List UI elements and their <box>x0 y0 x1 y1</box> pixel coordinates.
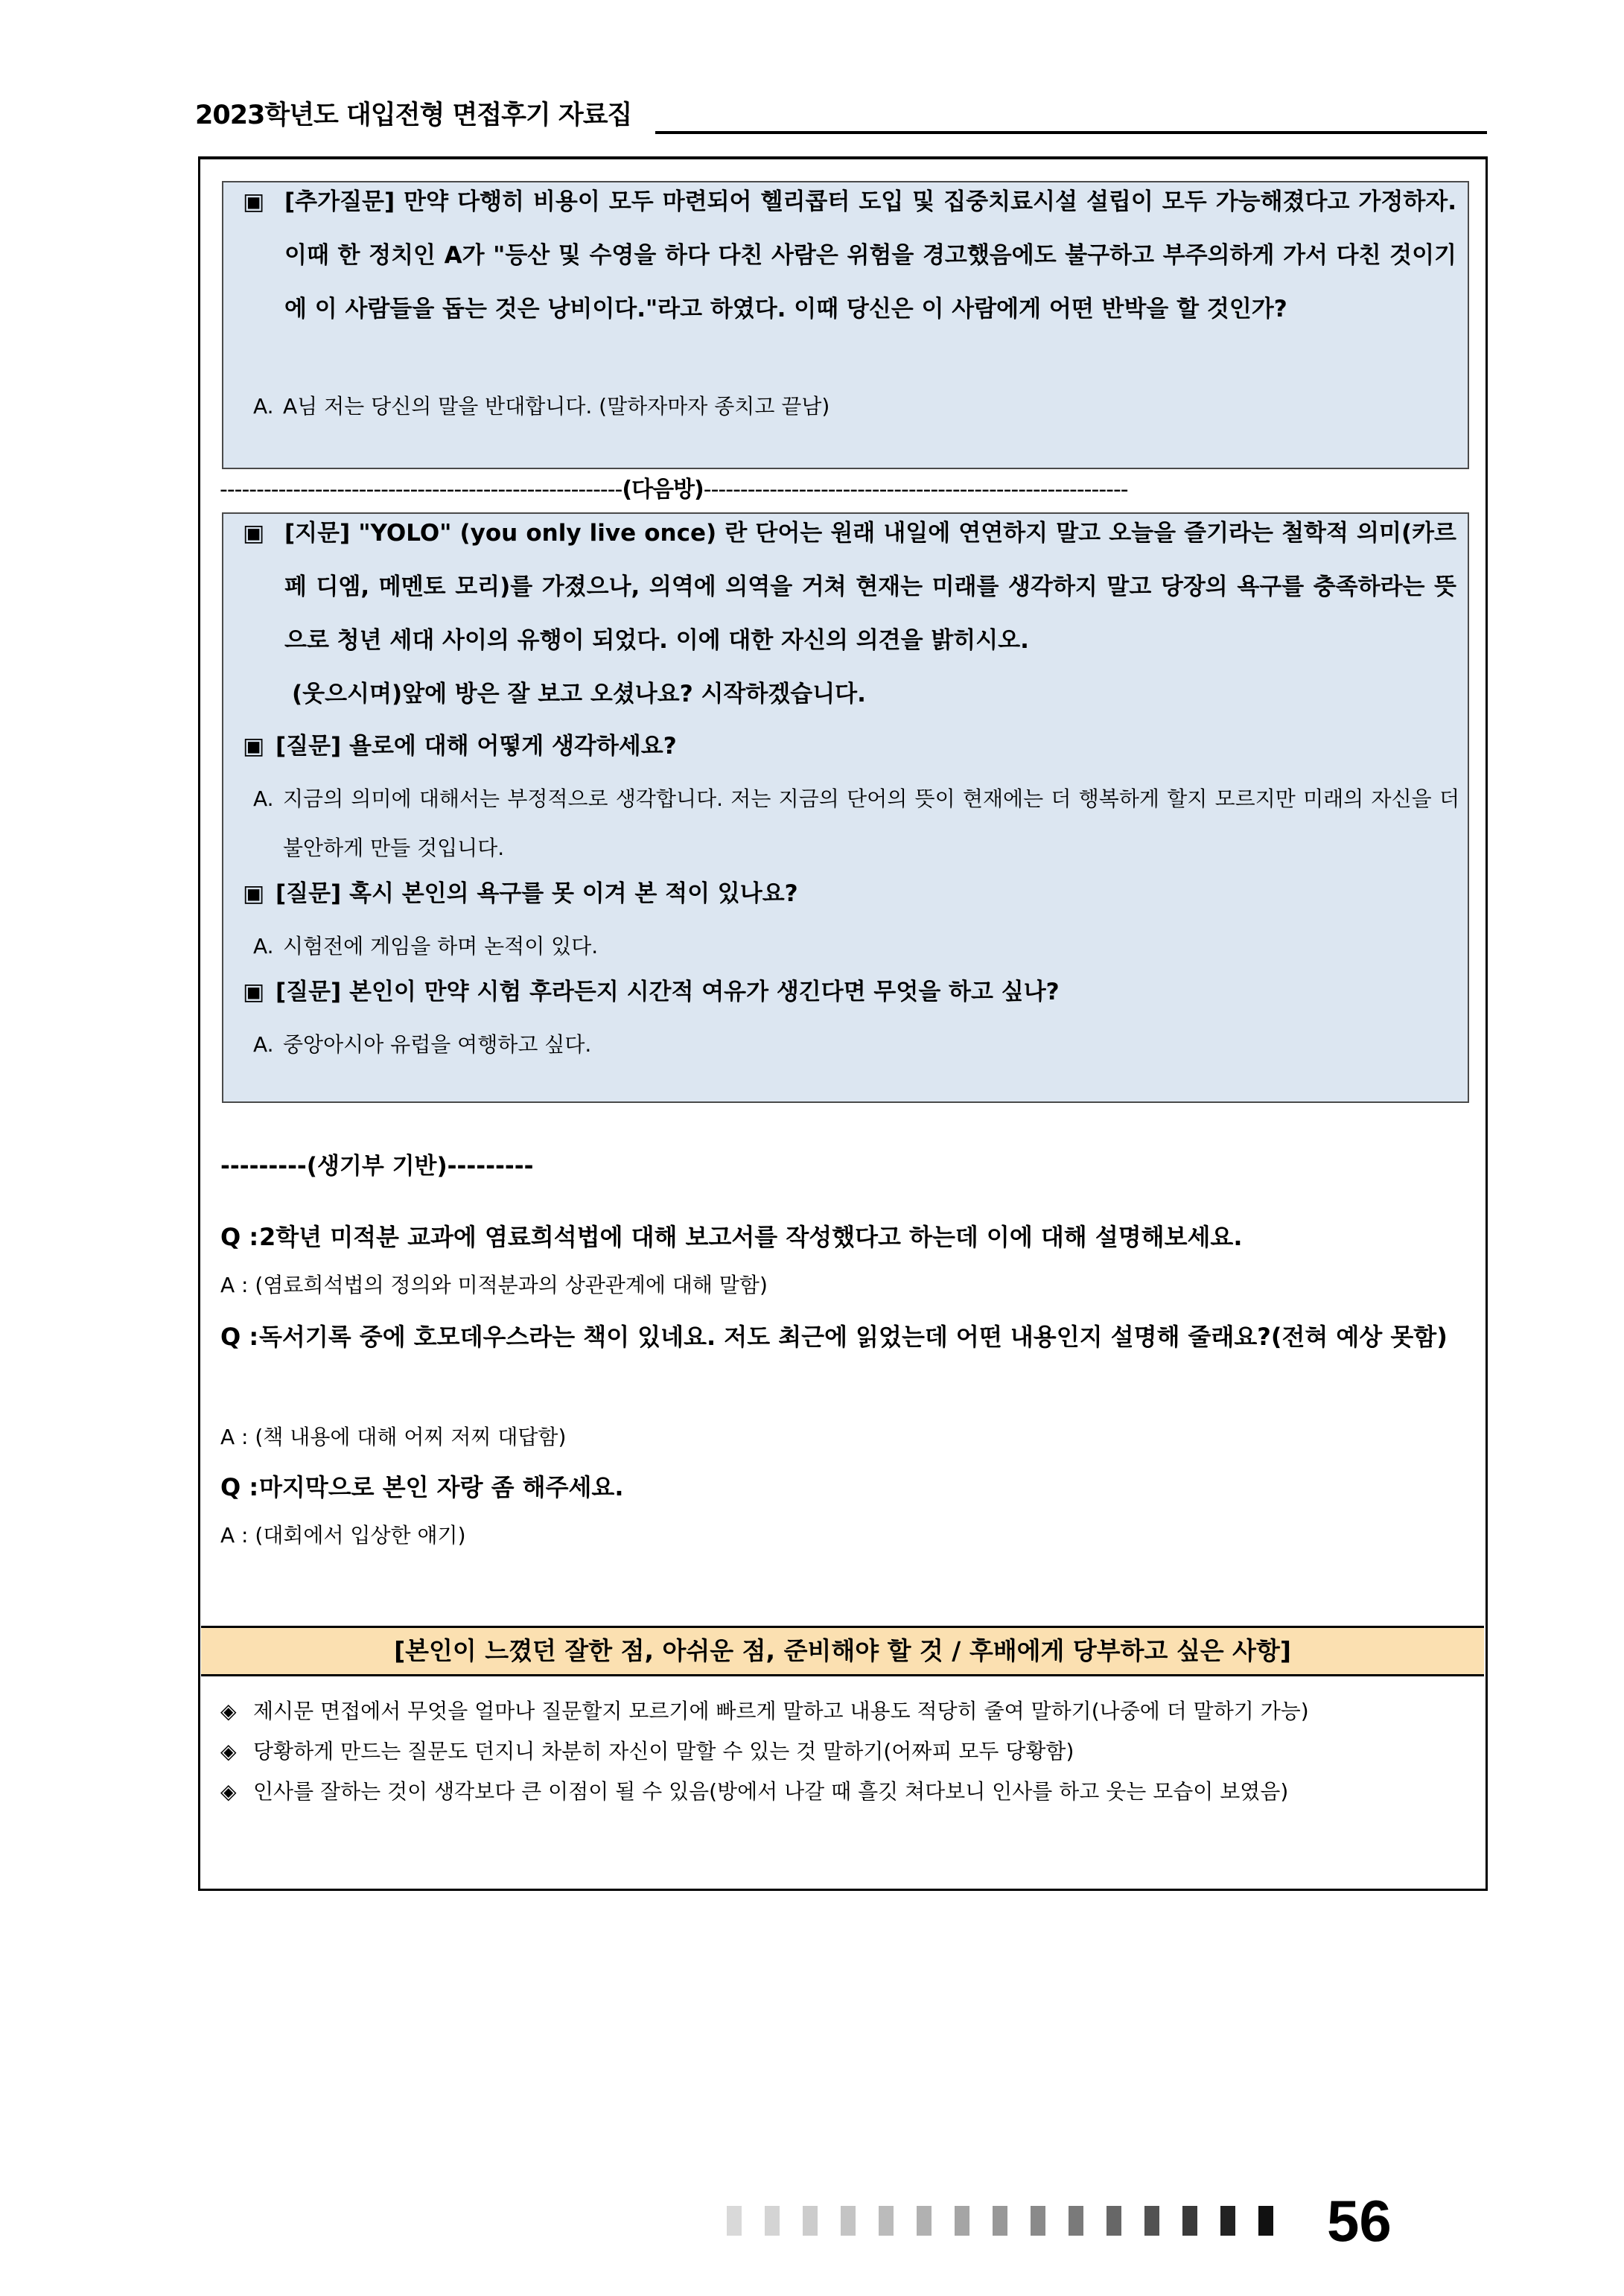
answer-label: A : <box>220 1425 249 1449</box>
passage-intro <box>243 506 1456 667</box>
question-text: [질문] 본인이 만약 시험 후라든지 시간적 여유가 생긴다면 무엇을 하고 싶나? <box>276 979 1060 1005</box>
page-marker-bar <box>955 2206 969 2236</box>
page-marker-bar <box>993 2206 1007 2236</box>
answer-label: A. <box>253 934 274 958</box>
page-marker-bar <box>841 2206 856 2236</box>
answer-text: 시험전에 게임을 하며 논적이 있다. <box>283 934 599 958</box>
record-section-title: ---------(생기부 기반)--------- <box>220 1153 534 1180</box>
answer-label: A. <box>253 394 274 419</box>
answer-text: 지금의 의미에 대해서는 부정적으로 생각합니다. 저는 지금의 단어의 뜻이 현재에는 더 행복하게 할지 모르지만 미래의 자신을 더 불안하게 만들 것입니다. <box>283 786 1459 860</box>
page-marker-bar <box>1144 2206 1159 2236</box>
separator-label: (다음방) <box>622 477 704 503</box>
page-marker-bar <box>1258 2206 1273 2236</box>
record-question <box>220 1311 1471 1363</box>
separator-dashes-left: ------------------------------------------------------- <box>220 477 622 503</box>
page-marker-bar <box>765 2206 780 2236</box>
question-text: [질문] 욜로에 대해 어떻게 생각하세요? <box>276 733 677 760</box>
record-question <box>220 1211 1471 1263</box>
additional-question <box>243 175 1456 336</box>
answer-label: A : <box>220 1273 249 1297</box>
record-question-text: 2학년 미적분 교과에 염료희석법에 대해 보고서를 작성했다고 하는데 이에 대해 설명해보세요. <box>259 1223 1243 1251</box>
record-answer <box>220 1513 1471 1558</box>
page-number: 56 <box>1327 2188 1392 2254</box>
additional-answer-text: A님 저는 당신의 말을 반대합니다. (말하자마자 종치고 끝남) <box>283 394 830 419</box>
record-answer-text: (책 내용에 대해 어찌 저찌 대답함) <box>255 1425 567 1449</box>
passage-text: [지문] "YOLO" (you only live once) 란 단어는 원래 내일에 연연하지 말고 오늘을 즐기라는 철학적 의미(카르페 디엠, 메멘토 모리)를 가졌으나, 의역에 의역을 거쳐 현재는 미래를 생각하지 말고 당장의 욕구를 충족하라는 뜻으로 청년 세대 사이의 유행이 되었다. 이에 대한 자신의 의견을 밝히시오. <box>284 520 1456 654</box>
record-answer <box>220 1415 1471 1460</box>
question-label: Q : <box>220 1223 259 1251</box>
reflection-item <box>220 1692 1479 1731</box>
record-answer-text: (대회에서 입상한 얘기) <box>255 1523 466 1548</box>
document-header-title: 2023학년도 대입전형 면접후기 자료집 <box>195 101 632 130</box>
passage-followup-answer <box>253 775 1459 873</box>
record-answer-text: (염료희석법의 정의와 미적분과의 상관관계에 대해 말함) <box>255 1273 768 1297</box>
page-marker-bar <box>1106 2206 1121 2236</box>
question-label: Q : <box>220 1323 259 1351</box>
passage-followup-question <box>243 965 1456 1019</box>
record-question-text: 마지막으로 본인 자랑 좀 해주세요. <box>259 1473 624 1501</box>
question-mark-icon: ▣ <box>243 880 265 907</box>
page-marker-bar <box>803 2206 818 2236</box>
answer-text: 중앙아시아 유럽을 여행하고 싶다. <box>283 1032 592 1057</box>
answer-label: A. <box>253 786 274 811</box>
answer-label: A. <box>253 1032 274 1057</box>
page-marker-bar <box>727 2206 742 2236</box>
passage-followup-answer <box>253 1020 1459 1069</box>
additional-answer <box>253 382 1459 431</box>
reflection-item <box>220 1732 1479 1771</box>
separator-dashes-right: ---------------------------------------------------------- <box>703 477 1128 503</box>
page-marker-bar <box>1031 2206 1045 2236</box>
question-mark-icon: ▣ <box>243 520 265 547</box>
reflection-item-text: 당황하게 만드는 질문도 던지니 차분히 자신이 말할 수 있는 것 말하기(어짜피 모두 당황함) <box>253 1739 1074 1764</box>
question-mark-icon: ▣ <box>243 979 265 1005</box>
reflection-item-text: 제시문 면접에서 무엇을 얼마나 질문할지 모르기에 빠르게 말하고 내용도 적당히 줄여 말하기(나중에 더 말하기 가능) <box>253 1699 1309 1723</box>
diamond-bullet-icon: ◈ <box>220 1699 237 1723</box>
next-room-separator <box>220 471 1478 509</box>
record-question-text: 독서기록 중에 호모데우스라는 책이 있네요. 저도 최근에 읽었는데 어떤 내용인지 설명해 줄래요?(전혀 예상 못함) <box>259 1323 1448 1351</box>
question-mark-icon: ▣ <box>243 733 265 760</box>
reflection-section-header: [본인이 느꼈던 잘한 점, 아쉬운 점, 준비해야 할 것 / 후배에게 당부하고 싶은 사항] <box>201 1626 1484 1676</box>
header-rule <box>655 131 1487 134</box>
record-question <box>220 1461 1471 1513</box>
examiner-remark: (웃으시며)앞에 방은 잘 보고 오셨나요? 시작하겠습니다. <box>292 681 866 707</box>
record-answer <box>220 1263 1471 1308</box>
additional-question-text: [추가질문] 만약 다행히 비용이 모두 마련되어 헬리콥터 도입 및 집중치료시설 설립이 모두 가능해졌다고 가정하자. 이때 한 정치인 A가 "등산 및 수영을 하다 다친 사람은 위험을 경고했음에도 불구하고 부주의하게 가서 다친 것이기에 이 사람들을 돕는 것은 낭비이다."라고 하였다. 이때 당신은 이 사람에게 어떤 반박을 할 것인가? <box>284 188 1456 322</box>
answer-label: A : <box>220 1523 249 1548</box>
question-text: [질문] 혹시 본인의 욕구를 못 이겨 본 적이 있나요? <box>276 880 798 907</box>
reflection-item-text: 인사를 잘하는 것이 생각보다 큰 이점이 될 수 있음(방에서 나갈 때 흘깃 쳐다보니 인사를 하고 웃는 모습이 보였음) <box>253 1779 1289 1804</box>
passage-followup-question <box>243 719 1456 773</box>
question-label: Q : <box>220 1473 259 1501</box>
reflection-item <box>220 1772 1479 1811</box>
passage-followup-question <box>243 867 1456 920</box>
diamond-bullet-icon: ◈ <box>220 1779 237 1804</box>
page-marker-bar <box>1069 2206 1083 2236</box>
page-marker-bar <box>879 2206 894 2236</box>
diamond-bullet-icon: ◈ <box>220 1739 237 1764</box>
page-marker-bar <box>917 2206 932 2236</box>
page-marker-bar <box>1182 2206 1197 2236</box>
passage-followup-answer <box>253 922 1459 971</box>
page-marker-bar <box>1220 2206 1235 2236</box>
question-mark-icon: ▣ <box>243 188 265 215</box>
